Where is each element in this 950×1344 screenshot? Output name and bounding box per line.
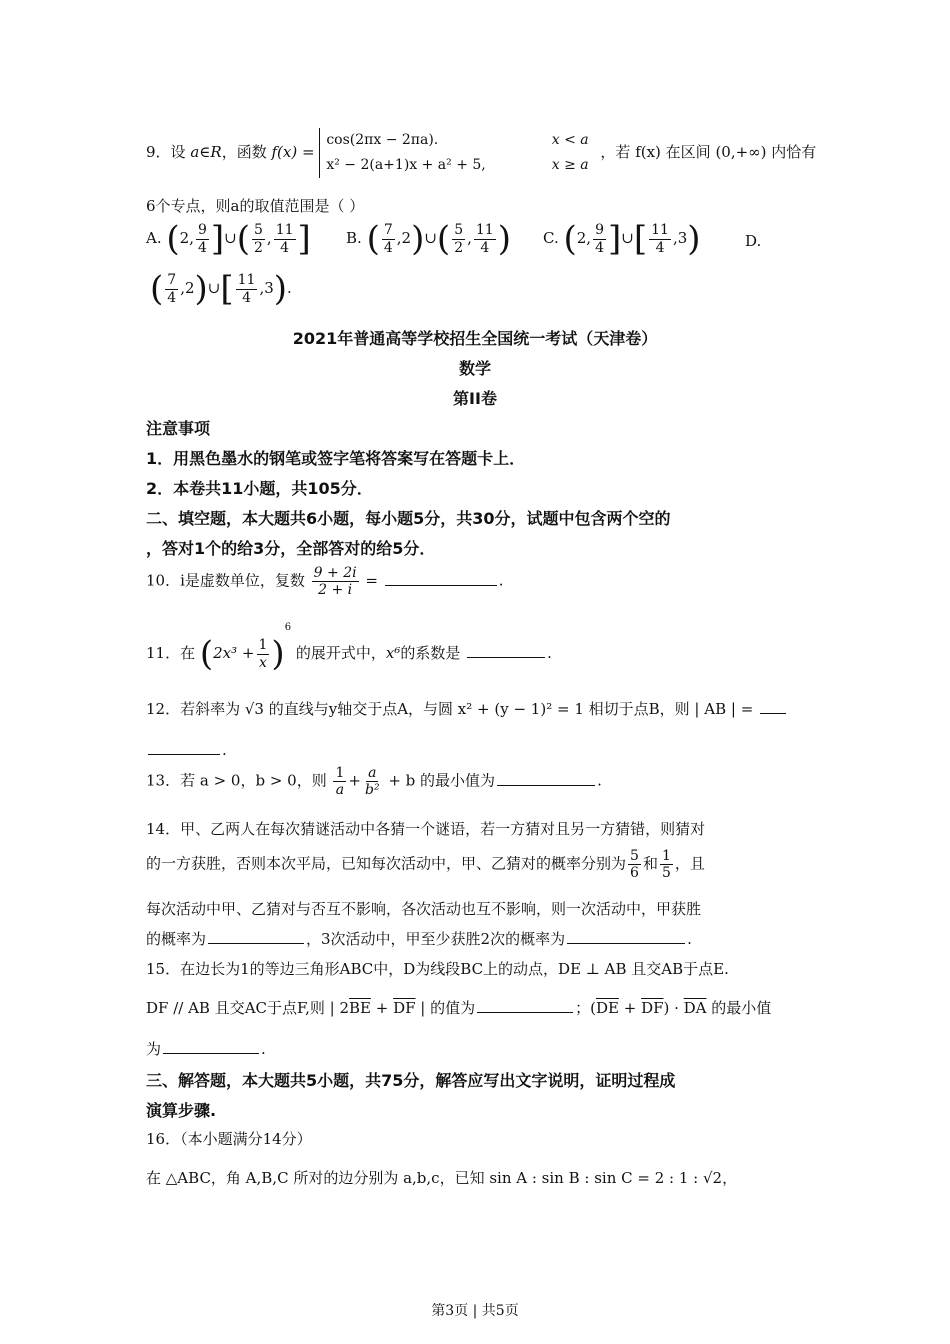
- q15-line2: DF // AB 且交AC于点F,则 | $2\overline{BE} + \overline{DF}$ | 的值为 ；$(\overline{DE} + \overline{DF}) \cdot \overline{DA}$ 的最小值: [146, 999, 772, 1017]
- q14-line2: 的一方获胜，否则本次平局，已知每次活动中，甲、乙猜对的概率分别为 $\frac{5}{6}$ 和 $\frac{1}{5}$ ，且: [146, 848, 705, 882]
- answer-blank[interactable]: [208, 943, 304, 944]
- answer-blank[interactable]: [163, 1053, 259, 1054]
- note-2: 2．本卷共11小题，共105分．: [146, 479, 373, 498]
- q16-body: 在 △ABC，角 A,B,C 所对的边分别为 a,b,c，已知 sin A : sin B : sin C = 2 : 1 : √2，: [146, 1169, 738, 1187]
- q12-cont: .: [146, 741, 227, 759]
- notes-heading: 注意事项: [146, 419, 211, 438]
- q9-option-a: A. (2, $\frac{9}{4}$ ]∪( $\frac{5}{2}$ , $\frac{11}{4}$ ]: [146, 219, 311, 259]
- q12: 12．若斜率为 √3 的直线与y轴交于点A，与圆 x² + (y − 1)² = 1 相切于点B，则 | AB | =: [146, 698, 788, 719]
- q10: 10．i是虚数单位，复数 $\frac{9 + 2i}{2 + i}$ = .: [146, 565, 504, 599]
- answer-blank[interactable]: [567, 943, 685, 944]
- q11: 11．在 (2x³ + $\frac{1}{x}$ )$^6$ 的展开式中，x⁶的系数是 .: [146, 622, 552, 674]
- exam-title: 2021年普通高等学校招生全国统一考试（天津卷）: [292, 329, 658, 348]
- answer-blank[interactable]: [497, 785, 595, 786]
- q15-line3: 为 .: [146, 1040, 266, 1058]
- answer-blank[interactable]: [385, 585, 497, 586]
- q14-line3: 每次活动中甲、乙猜对与否互不影响，各次活动也互不影响，则一次活动中，甲获胜: [146, 900, 702, 918]
- section-3-heading: 三、解答题，本大题共5小题，共75分，解答应写出文字说明，证明过程成: [146, 1071, 676, 1090]
- section-2-heading-cont: ，答对1个的给3分，全部答对的给5分．: [146, 539, 436, 558]
- q9-line2: 6个专点，则a的取值范围是（ ）: [146, 197, 365, 215]
- answer-blank[interactable]: [760, 713, 786, 714]
- answer-blank[interactable]: [477, 1012, 573, 1013]
- q9-option-b: B. ( $\frac{7}{4}$ ,2)∪( $\frac{5}{2}$ , $\frac{11}{4}$ ): [346, 219, 511, 259]
- q14-line1: 14．甲、乙两人在每次猜谜活动中各猜一个谜语，若一方猜对且另一方猜错，则猜对: [146, 820, 706, 838]
- q9-option-c: C. (2, $\frac{9}{4}$ ]∪[ $\frac{11}{4}$ ,3): [543, 219, 701, 259]
- volume-title: 第II卷: [453, 389, 497, 408]
- answer-blank[interactable]: [467, 657, 545, 658]
- q9-piecewise: cos(2πx − 2πa). x < a x² − 2(a+1)x + a² + 5, x ≥ a: [319, 128, 595, 178]
- answer-blank[interactable]: [148, 754, 220, 755]
- note-1: 1．用黑色墨水的钢笔或签字笔将答案写在答题卡上．: [146, 449, 526, 468]
- q9-line1: 9．设 a∈R，函数 f(x) = cos(2πx − 2πa). x < a x² − 2(a+1)x + a² + 5, x ≥ a ，若 f(x) 在区间 (0,+∞) 内恰有: [146, 128, 816, 178]
- q9-option-d: ( $\frac{7}{4}$ ,2)∪[ $\frac{11}{4}$ ,3).: [150, 269, 292, 309]
- q16-heading: 16．（本小题满分14分）: [146, 1130, 312, 1148]
- section-2-heading: 二、填空题，本大题共6小题，每小题5分，共30分，试题中包含两个空的: [146, 509, 671, 528]
- subject-title: 数学: [458, 359, 491, 378]
- q14-line4: 的概率为 ，3次活动中，甲至少获胜2次的概率为 .: [146, 930, 692, 948]
- section-3-heading-cont: 演算步骤.: [146, 1101, 217, 1120]
- q15-line1: 15．在边长为1的等边三角形ABC中，D为线段BC上的动点，DE ⊥ AB 且交AB于点E.: [146, 960, 729, 978]
- q13: 13．若 a > 0，b > 0，则 $\frac{1}{a}$ + $\frac{a}{\text{b²}}$ + b 的最小值为 .: [146, 765, 602, 799]
- page-footer: 第3页 | 共5页: [431, 1303, 519, 1319]
- q9-option-d-label: D.: [745, 232, 762, 250]
